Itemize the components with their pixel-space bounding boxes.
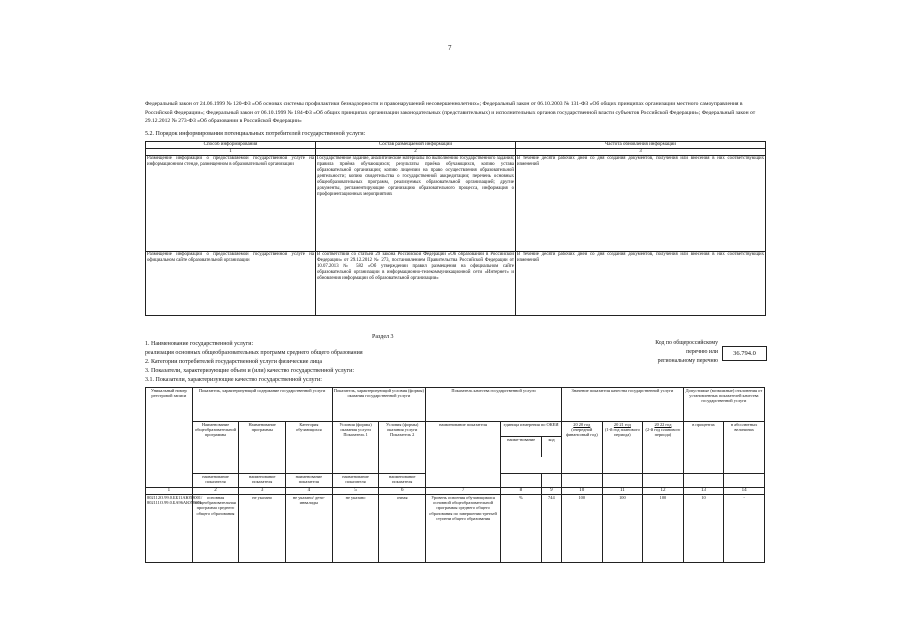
qt-row-indicator: Уровень освоения обучающимися основной общеобразовательной программы среднего общего образования по завершении третьей ступени общего образования xyxy=(426,495,501,563)
info-row-frequency: В течение десяти рабочих дней со дня создания документов, получения или внесения в них соответствующих изменений xyxy=(516,252,766,316)
qt-col-unit-code: код xyxy=(548,437,555,442)
qt-col-number: 10 xyxy=(562,488,603,495)
registry-code-label-1: Код по общероссийскому xyxy=(655,340,718,346)
qt-col-year-1 xyxy=(562,422,603,474)
qt-row-code: 802112О.99.0.ББ11АЮ58001/ 802111О.99.0.БА96АЮ58001 xyxy=(146,495,193,563)
item-1-value: реализация основных общеобразовательных программ среднего общего образования xyxy=(145,350,363,356)
qt-subheader: наименование показателя xyxy=(192,474,239,488)
registry-code-value: 36.794.0 xyxy=(722,346,767,361)
qt-col-program-name: Наименование программы xyxy=(239,422,286,474)
qt-row-condition-1: не указано xyxy=(332,495,379,563)
qt-col-number: 3 xyxy=(239,488,286,495)
qt-col-number: 1 xyxy=(146,488,193,495)
qt-col-number: 13 xyxy=(683,488,724,495)
info-row-frequency: В течение десяти рабочих дней со дня создания документов, получения или внесения в них соответствующих изменений xyxy=(516,156,766,252)
qt-row-value-1: 100 xyxy=(562,495,603,563)
qt-year-3-note: (2-й год планового периода) xyxy=(645,427,681,438)
info-header-content: Состав размещаемой информации xyxy=(316,142,516,149)
item-3: 3. Показатели, характеризующие объем и (или) качество государственной услуги: xyxy=(145,368,354,374)
info-table xyxy=(145,141,766,316)
qt-col-category: Категория обучающихся xyxy=(286,422,333,474)
qt-row-deviation-absolute: - xyxy=(724,495,765,563)
qt-col-condition-2: Условия (формы) оказания услуги Показатель 2 xyxy=(379,422,426,474)
qt-header-quality: Показатель качества государственной услуги xyxy=(426,388,562,422)
qt-subheader: наименование показателя xyxy=(379,474,426,488)
qt-col-unit-name: наиме-нование xyxy=(501,437,542,457)
qt-row-value-3: 100 xyxy=(643,495,684,563)
qt-col-number: 7 xyxy=(426,488,501,495)
qt-year-2-note: (1-й год планового периода) xyxy=(604,427,640,438)
qt-empty xyxy=(602,474,643,488)
qt-year-1-note: (очередной финансовый год) xyxy=(565,427,598,438)
section-5-2-heading: 5.2. Порядок информирования потенциальных потребителей государственной услуги: xyxy=(145,131,366,137)
qt-empty xyxy=(683,474,724,488)
qt-col-number: 14 xyxy=(724,488,765,495)
qt-col-number: 4 xyxy=(286,488,333,495)
qt-col-number: 11 xyxy=(602,488,643,495)
qt-col-percent: в процентах xyxy=(683,422,724,474)
qt-col-number: 5 xyxy=(332,488,379,495)
laws-paragraph: Федеральный закон от 24.06.1999 № 120-ФЗ «Об основах системы профилактики безнадзорности и правонарушений несовершеннолетних»; Федеральный закон от 06.10.2003 № 131-ФЗ «Об общих принципах организации местного самоуправления в Российской Федерации»; Федеральный закон от 06.10.1999 № 184-ФЗ «Об общих принципах организации законодательных (представительных) и исполнительных органов государственной власти субъектов Российской Федерации»; Федеральный закон от 29.12.2012 № 273-ФЗ «Об образовании в Российской Федерации» xyxy=(145,101,756,124)
qt-row-deviation-percent: 10 xyxy=(683,495,724,563)
qt-subheader: наименование показателя xyxy=(332,474,379,488)
qt-year-2-label: 20 21 год xyxy=(613,422,631,427)
info-header-frequency: Частота обновления информации xyxy=(516,142,766,149)
qt-empty xyxy=(562,474,603,488)
info-row-content: В соответствии со статьёй 29 закона Российской Федерации «Об образовании в Российской Федерации» от 29.12.2012 № 273, постановлением Правительства Российской Федерации от 10.07.2013 № 582 «Об утверждении правил размещения на официальном сайте образовательной организации в информационно-телекоммуникационной сети «Интернет» и обновления информации об образовательной организации» xyxy=(316,252,516,316)
qt-col-absolute: в абсолютных величинах xyxy=(724,422,765,474)
qt-col-number: 6 xyxy=(379,488,426,495)
page-number: 7 xyxy=(448,44,452,52)
qt-row-value-2: 100 xyxy=(602,495,643,563)
qt-header-content: Показатель, характеризующий содержание государственной услуги xyxy=(192,388,332,422)
qt-col-number: 9 xyxy=(541,488,561,495)
qt-empty xyxy=(643,474,684,488)
qt-col-condition-1: Условия (формы) оказания услуги Показатель 1 xyxy=(332,422,379,474)
qt-row-program: основная общеобразовательная программа среднего общего образования xyxy=(192,495,239,563)
qt-year-3-label: 20 22 год xyxy=(654,422,672,427)
info-col-number: 3 xyxy=(516,149,766,156)
qt-col-unit-title: единица измерения по ОКЕИ xyxy=(501,422,561,437)
qt-subheader: наименование показателя xyxy=(286,474,333,488)
qt-header-values: Значение показателя качества государственной услуги xyxy=(562,388,684,422)
qt-empty xyxy=(501,474,542,488)
item-1: 1. Наименование государственной услуги: xyxy=(145,341,254,347)
qt-row-category: не указано/ дети-инвалиды xyxy=(286,495,333,563)
qt-empty xyxy=(541,474,561,488)
section-title: Раздел 3 xyxy=(372,334,394,340)
qt-header-deviation: Допустимые (возможные) отклонения от установленных показателей качества государственной услуги xyxy=(683,388,764,422)
qt-col-number: 8 xyxy=(501,488,542,495)
qt-header-conditions: Показатель, характеризующий условия (формы) оказания государственной услуги xyxy=(332,388,425,422)
qt-col-year-3 xyxy=(643,422,684,474)
info-col-number: 2 xyxy=(316,149,516,156)
qt-col-number: 12 xyxy=(643,488,684,495)
qt-year-1-label: 20 20 год xyxy=(573,422,591,427)
qt-col-unit xyxy=(501,422,562,474)
qt-col-year-2 xyxy=(602,422,643,474)
qt-row-program-name: не указано xyxy=(239,495,286,563)
qt-col-indicator-name: наименование показателя xyxy=(426,422,501,488)
info-row-method: Размещение информации о предоставляемой государственной услуге на официальном сайте образовательной организации xyxy=(146,252,316,316)
qt-row-unit-code: 744 xyxy=(541,495,561,563)
info-row-content: Государственное задание, аналитические материалы по выполнению государственного задания; правила приёма обучающихся; результаты приёма обучающихся, копию устава образовательной организации; копию лицензии на право осуществления образовательной деятельности; копию свидетельства о государственной аккредитации; перечень основных общеобразовательных программ, реализуемых образовательной организацией; другие документы, регламентирующие организацию образовательного процесса, информация о профориентационных мероприятиях xyxy=(316,156,516,252)
item-2: 2. Категории потребителей государственной услуги физические лица xyxy=(145,359,322,365)
qt-header-unique: Уникальный номер реестровой записи xyxy=(146,388,193,488)
qt-row-unit: % xyxy=(501,495,542,563)
quality-table xyxy=(145,387,765,563)
qt-col-number: 2 xyxy=(192,488,239,495)
qt-subheader: наименование показателя xyxy=(239,474,286,488)
item-3-1: 3.1. Показатели, характеризующие качество государственной услуги: xyxy=(145,377,322,383)
info-header-method: Способ информирования xyxy=(146,142,316,149)
info-row-method: Размещение информации о предоставляемой государственной услуге на информационном стенде, размещенном в образовательной организации xyxy=(146,156,316,252)
qt-row-condition-2: очная xyxy=(379,495,426,563)
registry-code-label-3: региональному перечню xyxy=(657,358,718,364)
info-col-number: 1 xyxy=(146,149,316,156)
registry-code-label-2: перечню или xyxy=(686,349,718,355)
qt-col-program: Наименование общеобразовательной программы xyxy=(192,422,239,474)
qt-empty xyxy=(724,474,765,488)
